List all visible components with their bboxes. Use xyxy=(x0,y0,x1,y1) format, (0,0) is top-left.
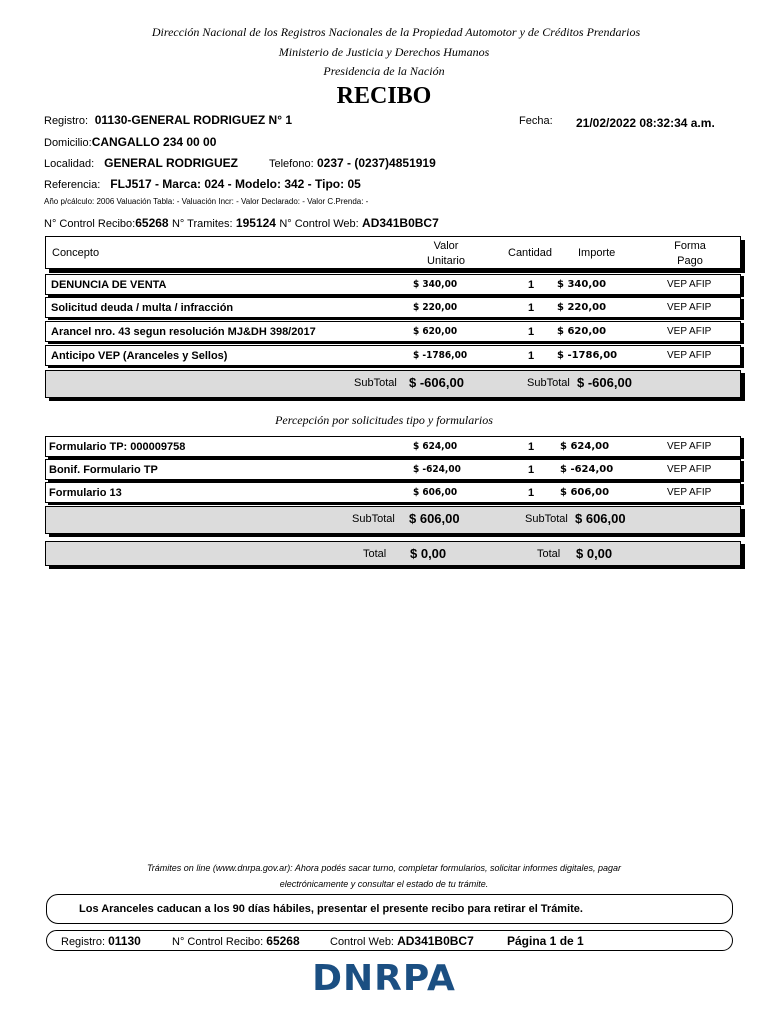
registro-label: Registro: xyxy=(44,115,89,127)
table-row xyxy=(45,459,741,480)
row-cantidad: 1 xyxy=(528,326,535,338)
aranceles-notice-box xyxy=(46,894,733,924)
referencia-line xyxy=(44,177,361,191)
row-pago: VEP AFIP xyxy=(667,487,712,498)
domicilio-label: Domicilio: xyxy=(44,137,92,149)
control-recibo-label: N° Control Recibo: xyxy=(44,218,136,230)
footer-pagina xyxy=(507,934,584,948)
subtotal-row-2 xyxy=(45,506,741,534)
table-row xyxy=(45,321,741,342)
table-row xyxy=(45,345,741,366)
telefono-label: Telefono: xyxy=(269,158,314,170)
row-importe: $ 620,00 xyxy=(557,326,607,337)
subtotal-valor: $ -606,00 xyxy=(409,375,464,390)
row-importe: $ -624,00 xyxy=(560,464,614,475)
table-row xyxy=(45,297,741,318)
footer-control-web-value: AD341B0BC7 xyxy=(397,934,474,948)
footer-control-recibo-label: N° Control Recibo: xyxy=(172,936,264,948)
online-notice xyxy=(80,860,688,892)
row-concepto: Solicitud deuda / multa / infracción xyxy=(51,302,234,314)
row-importe: $ 624,00 xyxy=(560,441,610,452)
subtotal-importe: $ -606,00 xyxy=(577,375,632,390)
total-label: Total xyxy=(363,548,387,560)
online-line-1: Trámites on line (www.dnrpa.gov.ar): Ahora podés sacar turno, completar formularios, solicitar informes digitales, pagar xyxy=(146,863,622,873)
control-web-value: AD341B0BC7 xyxy=(362,216,439,230)
row-cantidad: 1 xyxy=(528,487,535,499)
subtotal-label: SubTotal xyxy=(352,513,395,525)
footer-control-recibo xyxy=(172,934,300,948)
row-pago: VEP AFIP xyxy=(667,326,712,337)
subtotal-valor: $ 606,00 xyxy=(409,511,460,526)
footer-pagina-value: Página 1 de 1 xyxy=(507,934,584,948)
subtotal-row-1 xyxy=(45,370,741,398)
total-importe: $ 0,00 xyxy=(576,546,613,561)
row-valor: $ 606,00 xyxy=(413,487,458,498)
col-importe: Importe xyxy=(578,247,616,259)
dnrpa-logo: DNRPA xyxy=(312,958,456,999)
document-title: RECIBO xyxy=(336,83,432,109)
col-valor-1: Valor xyxy=(433,240,459,252)
header-line-2: Ministerio de Justicia y Derechos Humanos xyxy=(278,45,490,59)
tramites-value: 195124 xyxy=(235,216,276,230)
footer-registro-value: 01130 xyxy=(108,934,141,948)
row-pago: VEP AFIP xyxy=(667,441,712,452)
col-cantidad: Cantidad xyxy=(508,247,553,259)
subtotal-label: SubTotal xyxy=(354,377,397,389)
control-web-label: N° Control Web: xyxy=(279,218,359,230)
table-header xyxy=(45,236,741,269)
control-recibo-value: 65268 xyxy=(135,216,169,230)
row-concepto: DENUNCIA DE VENTA xyxy=(51,279,167,291)
row-cantidad: 1 xyxy=(528,350,535,362)
row-concepto: Bonif. Formulario TP xyxy=(49,464,158,476)
total-row xyxy=(45,541,741,566)
row-concepto: Formulario 13 xyxy=(49,487,122,499)
referencia-value: FLJ517 - Marca: 024 - Modelo: 342 - Tipo: 05 xyxy=(110,177,361,191)
fecha-value: 21/02/2022 08:32:34 a.m. xyxy=(576,116,715,130)
col-pago-2: Pago xyxy=(677,255,703,267)
row-cantidad: 1 xyxy=(528,302,535,314)
col-valor-2: Unitario xyxy=(427,255,465,267)
total-valor: $ 0,00 xyxy=(410,546,447,561)
row-valor: $ -624,00 xyxy=(413,464,461,475)
subtotal-importe: $ 606,00 xyxy=(575,511,626,526)
tramites-label: N° Tramites: xyxy=(171,218,233,230)
localidad-value: GENERAL RODRIGUEZ xyxy=(104,156,238,170)
aranceles-notice: Los Aranceles caducan a los 90 días hábiles, presentar el presente recibo para retirar el Trámite. xyxy=(79,903,583,915)
row-importe: $ -1786,00 xyxy=(557,350,618,361)
footer-summary-box xyxy=(46,930,733,951)
registro-value: 01130-GENERAL RODRIGUEZ N° 1 xyxy=(94,113,292,127)
total-label-2: Total xyxy=(537,548,561,560)
localidad-label: Localidad: xyxy=(44,158,95,170)
table-row xyxy=(45,436,741,457)
row-pago: VEP AFIP xyxy=(667,350,712,361)
fecha-label: Fecha: xyxy=(519,115,553,127)
row-valor: $ 220,00 xyxy=(413,302,458,313)
control-line xyxy=(44,216,439,230)
footer-control-recibo-value: 65268 xyxy=(266,934,300,948)
row-pago: VEP AFIP xyxy=(667,279,712,290)
localidad-line xyxy=(44,156,238,170)
row-importe: $ 606,00 xyxy=(560,487,610,498)
row-cantidad: 1 xyxy=(528,441,535,453)
domicilio-value: CANGALLO 234 00 00 xyxy=(91,135,217,149)
header-line-3: Presidencia de la Nación xyxy=(323,64,445,78)
table-row xyxy=(45,274,741,295)
row-pago: VEP AFIP xyxy=(667,464,712,475)
subtotal-label-2: SubTotal xyxy=(525,513,568,525)
col-concepto: Concepto xyxy=(52,247,100,259)
subtotal-label-2: SubTotal xyxy=(527,377,570,389)
row-valor: $ -1786,00 xyxy=(413,350,468,361)
registro-line xyxy=(44,113,292,127)
row-valor: $ 340,00 xyxy=(413,279,458,290)
percepcion-title: Percepción por solicitudes tipo y formularios xyxy=(275,413,493,427)
fecha-label-wrap xyxy=(519,113,553,127)
table-row xyxy=(45,482,741,503)
domicilio-line xyxy=(44,135,216,149)
row-importe: $ 220,00 xyxy=(557,302,607,313)
online-line-2: electrónicamente y consultar el estado de tu trámite. xyxy=(279,879,489,889)
row-concepto: Arancel nro. 43 segun resolución MJ&DH 398/2017 xyxy=(51,326,316,338)
row-importe: $ 340,00 xyxy=(557,279,607,290)
footer-control-web xyxy=(330,934,474,948)
footer-registro xyxy=(61,934,141,948)
row-cantidad: 1 xyxy=(528,464,535,476)
footer-registro-label: Registro: xyxy=(61,936,106,948)
row-concepto: Formulario TP: 000009758 xyxy=(49,441,186,453)
row-valor: $ 624,00 xyxy=(413,441,458,452)
fecha-value-wrap xyxy=(576,116,715,130)
footer-control-web-label: Control Web: xyxy=(330,936,394,948)
row-concepto: Anticipo VEP (Aranceles y Sellos) xyxy=(51,350,228,362)
calculo-line: Año p/cálculo: 2006 Valuación Tabla: - Valuación Incr: - Valor Declarado: - Valor C.Prenda: - xyxy=(44,197,369,206)
header-line-1: Dirección Nacional de los Registros Nacionales de la Propiedad Automotor y de Créditos Prendarios xyxy=(151,25,641,39)
referencia-label: Referencia: xyxy=(44,179,101,191)
col-pago-1: Forma xyxy=(674,240,706,252)
telefono-line xyxy=(269,156,436,170)
row-valor: $ 620,00 xyxy=(413,326,458,337)
telefono-value: 0237 - (0237)4851919 xyxy=(317,156,436,170)
row-pago: VEP AFIP xyxy=(667,302,712,313)
row-cantidad: 1 xyxy=(528,279,535,291)
